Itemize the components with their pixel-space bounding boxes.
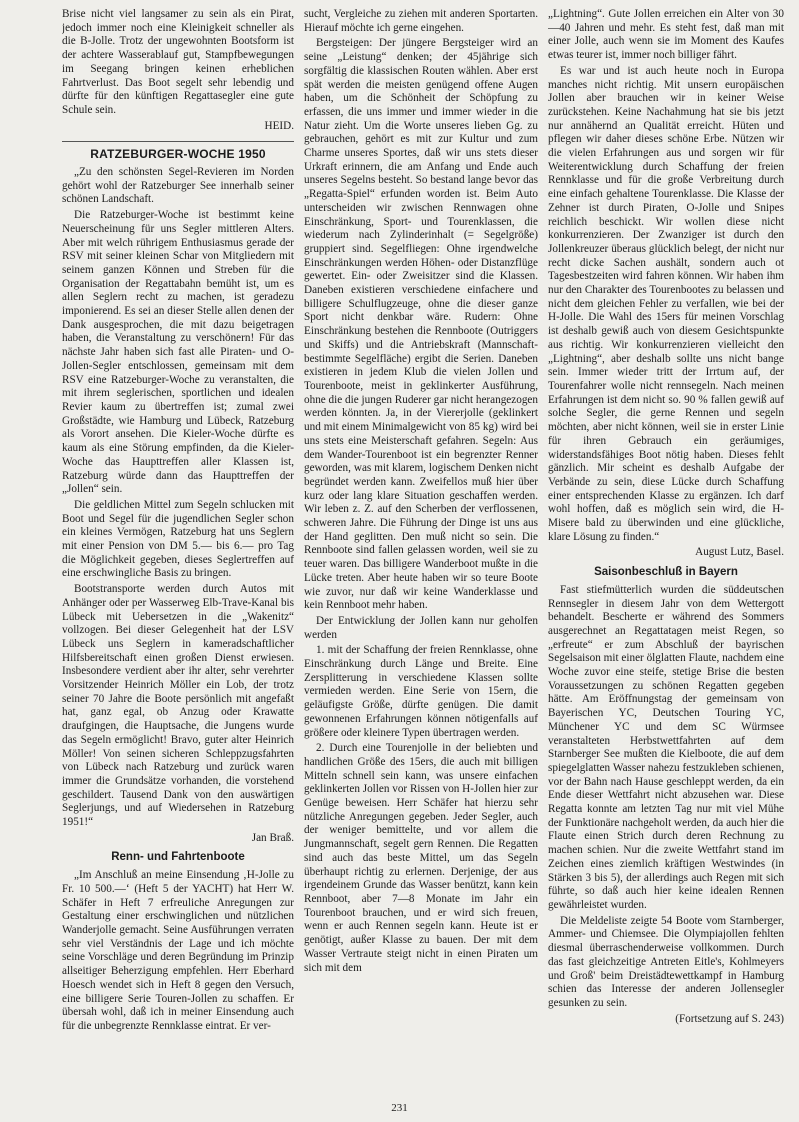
article-paragraph: Die Ratzeburger-Woche ist bestimmt keine Neuerscheinung für uns Segler mittleren Alters. Aber mit welch rührigem Enthusiasmus gerade der RSV mit seiner kleinen Schar von Mitgliedern mit seinem ganzen Können und Streben für die Organisation der Regattabahn bemüht ist, um es allen Seglern recht zu machen, ist geradezu imponierend. Es sei an dieser Stelle allen denen der Dank ausgesprochen, die mit dazu beigetragen haben, die Veranstaltung zu verschönern! Für das nächste Jahr haben sich fast alle Piraten- und O-Jollen-Segler entschlossen, gemeinsam mit dem RSV eine Ratzeburger-Woche zu veranstalten, die mit ihrem seglerischen, sportlichen und idealen Revier kaum zu übertreffen ist; zumal zwei Großstädte, wie Hamburg und Lübeck, Ratzeburg als Vorort ansehen. Die Kieler-Woche dürfte es kaum als eine Störung empfinden, da die Kieler-Woche das Haupttreffen aller Klassen ist, Ratzeburg würde dann das Haupttreffen der „Jollen“ sein. [62,209,294,496]
article-subheadline: Saisonbeschluß in Bayern [594,566,738,579]
text-columns [62,8,785,1088]
article-paragraph: Der Entwicklung der Jollen kann nur geholfen werden [304,614,538,641]
author-signature: Jan Braß. [251,831,294,844]
article-headline: RATZEBURGER-WOCHE 1950 [62,141,294,162]
column-left [62,8,294,1088]
author-signature: HEID. [264,119,294,132]
article-paragraph: „Lightning“. Gute Jollen erreichen ein Alter von 30—40 Jahren und mehr. Es steht fest, daß man mit einer Jolle, auch wenn sie im Moment des Kaufes etwas teurer ist, immer noch billiger fährt. [548,8,784,62]
article-paragraph: 1. mit der Schaffung der freien Rennklasse, ohne Einschränkung durch Länge und Breite. Eine Zersplitterung in verschiedene Klassen sollte vermieden werden. Eine Serie von 15ern, die geläufigste Größe, dürfte genügen. Die damit gewonnenen Erfahrungen können nötigenfalls auf größere oder kleinere Typen übertragen werden. [304,644,538,739]
author-signature: August Lutz, Basel. [695,546,784,559]
article-paragraph: sucht, Vergleiche zu ziehen mit anderen Sportarten. Hierauf möchte ich gerne eingehen. [304,8,538,34]
column-middle [304,8,538,1088]
continuation-note: (Fortsetzung auf S. 243) [675,1012,784,1025]
article-paragraph: Fast stiefmütterlich wurden die süddeutschen Rennsegler in diesem Jahr von dem Wettergott behandelt. Bescherte er während des Sommers ausgerechnet an Regattatagen meist Regen, so „erfreute“ er zum Abschluß der bayrischen Segelsaison mit einer ölglatten Flaute, nachdem eine Woche zuvor eine steife, stetige Brise die besten Voraussetzungen zu schönen Regatten gegeben hätte. Am Eröffnungstag der gemeinsam von Bayerischen YC, Deutschen Touring YC, Münchener YC und dem SC Würmsee veranstalteten Herbstwettfahrten auf dem Starnberger See mußten die Kielboote, die auf dem spiegelglatten Wasser nahezu festzukleben schienen, vor der Bahn nach Hause geschleppt werden, da ein Ende dieser Wettfahrt nicht abzusehen war. Diese Regatta konnte am letzten Tag nur mit viel Mühe der Funktionäre nachgeholt werden, da auch hier die Flaute einen Strich durch deren Rechnung zu machen schien. Nur die zweite Wettfahrt stand im Zeichen eines ziemlich kräftigen Westwindes (in Stärken 3 bis 5), der allerdings auch Regen mit sich führte, so daß auch hier keine idealen Rennen gewährleistet wurden. [548,583,784,911]
article-paragraph: Brise nicht viel langsamer zu sein als ein Pirat, jedoch immer noch eine Kleinigkeit schneller als die B-Jolle. Trotz der ungewohnten Bootsform ist der achtere Wasserablauf gut, Stampfbewegungen im Seegang bringen keinen erheblichen Fahrtverlust. Das Boot segelt sehr lebendig und dürfte für den künftigen Regattasegler eine gute Schule sein. [62,8,294,116]
article-paragraph: „Zu den schönsten Segel-Revieren im Norden gehört wohl der Ratzeburger See innerhalb seiner schönen Landschaft. [62,166,294,206]
article-paragraph: „Im Anschluß an meine Einsendung ‚H-Jolle zu Fr. 10 500.—‘ (Heft 5 der YACHT) hat Herr W. Schäfer in Heft 7 erfreuliche Anregungen zur Gestaltung einer erschwinglichen und nützlichen Wanderjolle gemacht. Seine Ausführungen verraten sehr viel Verständnis der Lage und ich möchte seine Vorschläge und deren Begründung im Prinzip allseitiger Beherzigung empfehlen. Herr Eberhard Hoesch wendet sich in Heft 8 gegen den Versuch, eine billigere Serie Touren-Jollen zu schaffen. Er übersah wohl, daß ich in meiner Einsendung auch für die unbegrenzte Rennklasse eintrat. Er ver- [62,869,294,1032]
article-paragraph: Die geldlichen Mittel zum Segeln schlucken mit Boot und Segel für die jugendlichen Segler schon ein kleines Vermögen, Ratzeburg hat uns Seglern mit einer Pension von DM 5.— bis 6.— pro Tag die Möglichkeit gegeben, dieses Seglertreffen auf eine erschwingliche Basis zu bringen. [62,498,294,580]
article-paragraph: 2. Durch eine Tourenjolle in der beliebten und handlichen Größe des 15ers, die auch mit billigen Mitteln schnell sein kann, was unsere einfachen geklinkerten Jollen vor Rissen von H-Jollen hier zur Genüge beweisen. Herr Schäfer hat hierzu sehr nützliche Anregungen gegeben. Jeder Segler, auch der weniger bemittelte, und vor allem die Jungmannschaft, segelt gern Rennen. Die Regatten sind auch das beste Mittel, um das Segeln überhaupt richtig zu erlernen. Derjenige, der aus irgendeinem Grunde das Wasser benützt, kann kein Rennboot, aber 7—8 Monate im Jahr ein Tourenboot brauchen, und er wird sich freuen, wenn er auch Rennen segeln kann. Heute ist er genötigt, außer Klasse zu bauen. Der mit dem Wasser Vertraute steigt nicht in einen Piraten um sich mit dem [304,742,538,974]
article-subheadline: Renn- und Fahrtenboote [111,851,245,864]
article-paragraph: Die Meldeliste zeigte 54 Boote vom Starnberger, Ammer- und Chiemsee. Die Olympiajollen fehlten diesmal überraschenderweise vollkommen. Durch das fast gleichzeitige Antreten Eitle's, Kohlmeyers und Groß' beim Dreistädtewettkampf in Hamburg schien das Interesse der anderen Jollensegler gesunken zu sein. [548,914,784,1009]
column-right [548,8,784,1088]
article-paragraph: Bergsteigen: Der jüngere Bergsteiger wird an seine „Leistung“ denken; der 45jährige sich sorgfältig die klassischen Routen wählen. Aber erst spät werden die meisten genügend offene Augen haben, um die Schönheit der Schöpfung zu erfassen, die uns immer und immer wieder in die Natur zieht. Um die Worte unseres lieben Gg. zu gebrauchen, gehört es mit zur Kultur und zum Charme unseres Sportes, daß wir uns stets dieser Urkraft erinnern, die am Anfang und Ende auch unseres Segelns besteht. So bestand lange bevor das „Regatta-Spiel“ erfunden worden ist. Beim Auto unterscheiden wir zwischen Rennwagen ohne Einschränkung, Sport- und Tourenklassen, die wiederum nach Zylinderinhalt (= Segelgröße) gruppiert sind. Segelfliegen: Ohne irgendwelche Einschränkungen werden Höhen- oder Distanzflüge gewertet. Ein- oder Zweisitzer sind die Klassen. Daneben existieren verschiedene einfachere und billigere Schulflugzeuge, ohne die dieser ganze Sport nicht denkbar wäre. Rudern: Ohne Einschränkung bestehen die Rennboote (Outriggers und Skiffs) und die Antriebskraft (Mannschaft-bestimmte Segelfläche) ergibt die Serien. Daneben existieren in jedem Klub die vielen Jollen und Tourenboote, meist in geklinkerter Ausführung, ohne die die jungen Ruderer gar nicht herangezogen werden könnten. Ja, in der Viererjolle (geklinkert und mit einem Minimalgewicht von 85 kg) wird bei uns stets eine Meisterschaft gefahren. Segeln: Aus dem Wander-Tourenboot ist ein begrenzter Renner geworden, was mit klarem, logischem Denken nicht begründet werden kann. Zweifellos muß hier über kurz oder lang klare Situation geschaffen werden. Wir leben z. Z. auf den Scherben der verflossenen, schweren Jahre. Die Führung der Dinge ist uns aus der Hand geglitten. Den muß nicht so sein. Die Rennboote sind fallen gelassen worden, weil sie zu teuer waren. Das billigere Wanderboot mußte in die Lücke treten. Aber heute haben wir so teure Boote wie zuvor, nur daß wir keine Wanderklasse und kein Rennboot mehr haben. [304,37,538,612]
article-paragraph: Bootstransporte werden durch Autos mit Anhänger oder per Wasserweg Elb-Trave-Kanal bis Lübeck mit Uebersetzen in die „Wakenitz“ vollzogen. Bei dieser Gelegenheit hat der LSV Lübeck uns Seglern in kameradschaftlicher Hilfsbereitschaft einen großen Dienst erwiesen. Insbesondere verdient aber ihr alter, sehr verehrter Vorsitzender Heinrich Möller ein Lob, der trotz seiner 70 Jahre die Boote persönlich mit angefaßt hat, ganz egal, ob Anzug oder Krawatte draufgingen, die Hauptsache, die Jungens wurde das Segeln ermöglicht! Bravo, guter alter Heinrich Möller! Von seinen sicheren Schleppzugsfahrten von Lübeck nach Ratzeburg und zurück waren immer die Grundsätze vorhanden, die vorstehend geschildert. Tausend Dank von den auswärtigen Seglerjungs, und auf Wiedersehen in Ratzeburg 1951!“ [62,583,294,829]
article-paragraph: Es war und ist auch heute noch in Europa manches nicht richtig. Mit unsern europäischen Jollen aber brauchen wir in keiner Weise zurückstehen. Keine Nachahmung hat sie bis jetzt nur annähernd an Qualität erreicht. Hüten und pflegen wir daher dieses schöne Erbe. Nützen wir die vielen Erfahrungen aus und sorgen wir für Weiterentwicklung durch Schaffung der freien Rennklasse und für die große Verbreitung durch eine einfach gehaltene Tourenklasse. Die Klasse der Zehner ist durch Piraten, O-Jolle und Snipes reichlich beschickt. Wir wollen diese nicht konkurrenzieren. Der Zwanziger ist durch den Jollenkreuzer überaus glücklich belegt, der nicht nur recht dicke Sachen aushält, sondern auch ot Tagesbestzeiten wird fahren können. Wir haben ihm nur den Charakter des Tourenbootes zu belassen und nicht dem gleichen Fehler zu verfallen, wie bei der H-Jolle. Die Wahl des 15ers für meinen Vorschlag ist deshalb gewiß auch von diesem Gesichtspunkte aus richtig. Wir konkurrenzieren vielleicht den „Lightning“, aber deshalb sollte uns nicht bange sein. Immer wieder tritt der Irrtum auf, der Tourenfahrer wolle nicht rennsegeln. Nach meinen Erfahrungen ist dem nicht so. 90 % fallen gewiß auf solche Segler, die gerne Rennen und segeln möchten, aber nicht können, weil sie in erster Linie für ihren Gebrauch ein geräumiges, widerstandsfähiges Boot nötig haben. Dieses fehlt gänzlich. Mir scheint es deshalb Aufgabe der Verbände zu sein, diese Lücke durch Schaffung einer entsprechenden Klasse zu ergänzen. Ich darf wohl hoffen, daß es möglich sein wird, die H-Misere bald zu überwinden und eine glückliche, klare Lösung zu finden.“ [548,64,784,543]
page-number: 231 [391,1102,408,1114]
